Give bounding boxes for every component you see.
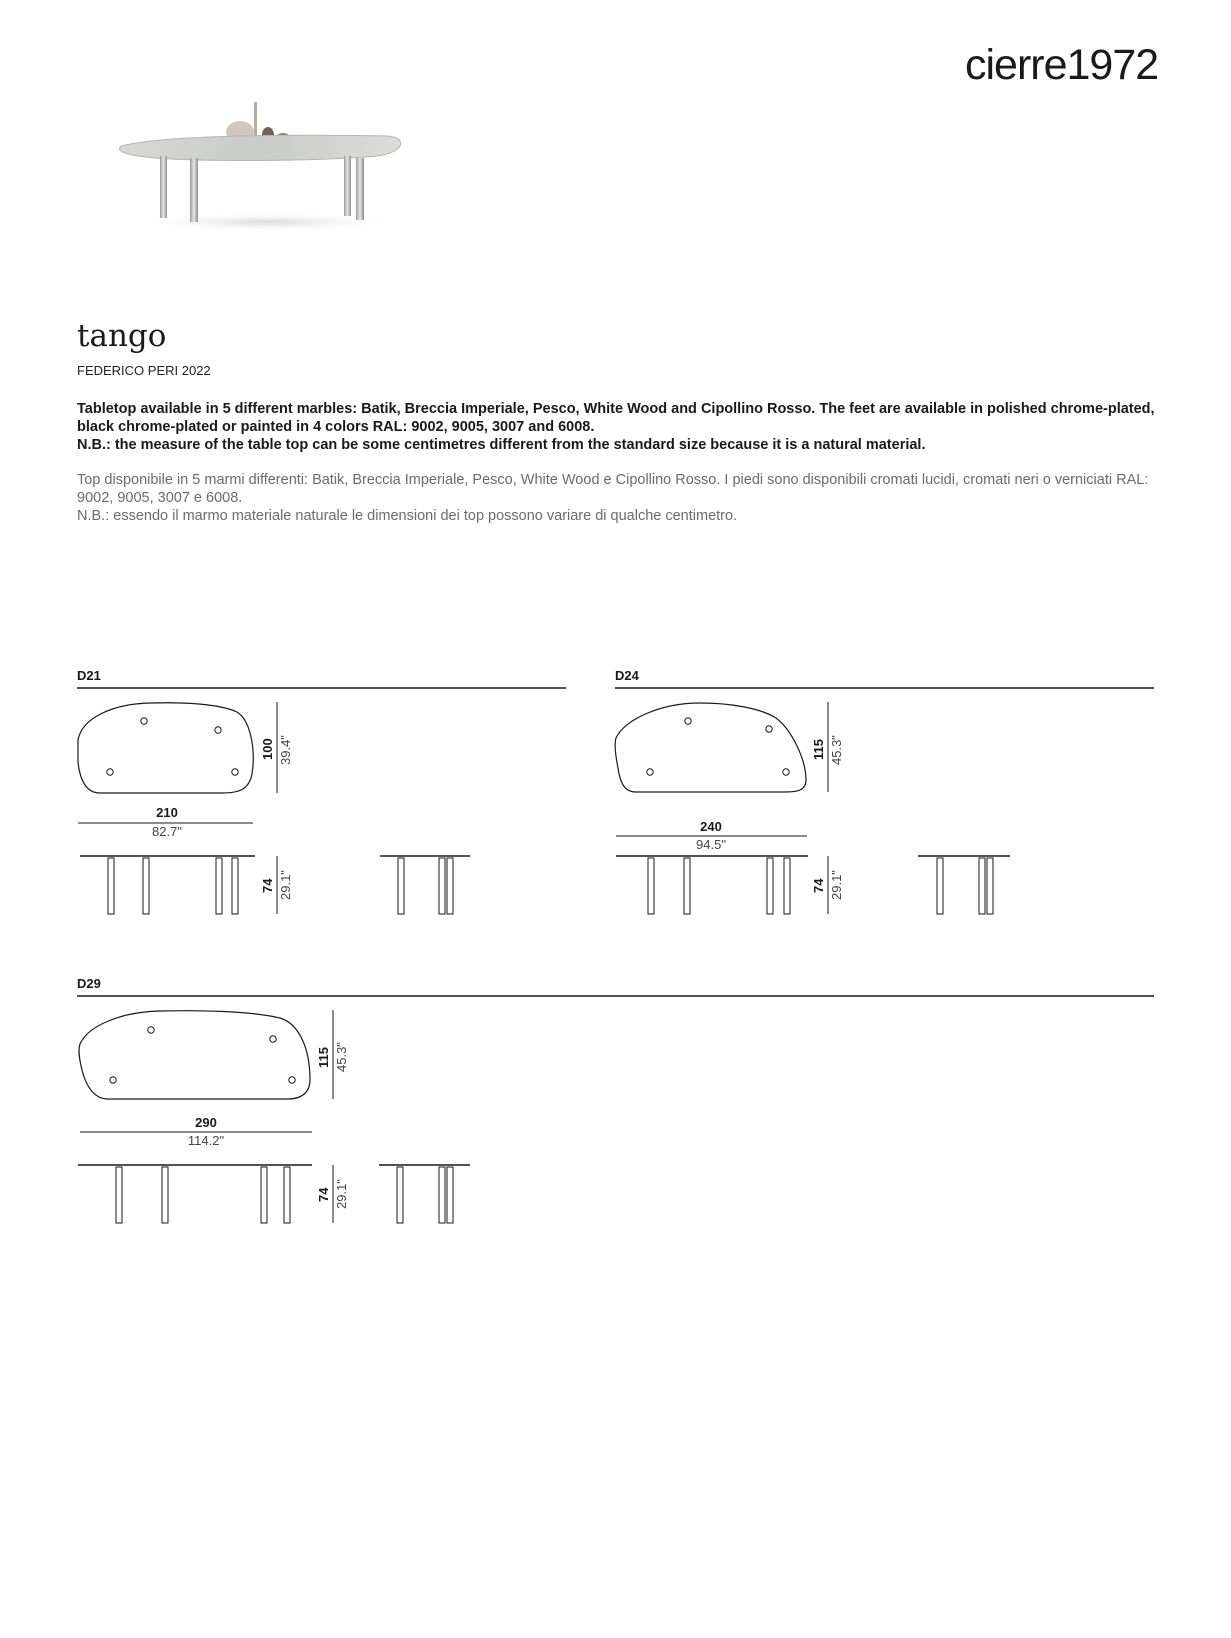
tabletop-outline: [615, 703, 806, 792]
model-d24: [615, 668, 1154, 914]
depth-cm: 115: [811, 739, 826, 760]
height-in: 29.1": [278, 870, 293, 900]
height-cm: 74: [260, 878, 275, 893]
description-it-materials: Top disponibile in 5 marmi differenti: Batik, Breccia Imperiale, Pesco, White Wood e Cipollino Rosso. I piedi sono disponibili cromati lucidi, cromati neri o verniciati RAL: 9002, 9005, 3007 e 6008.: [77, 472, 1149, 506]
width-in: 94.5": [696, 837, 726, 852]
description-en-note: N.B.: the measure of the table top can be some centimetres different from the standard size because it is a natural material.: [77, 437, 926, 453]
description-en-materials: Tabletop available in 5 different marbles: Batik, Breccia Imperiale, Pesco, White Wood and Cipollino Rosso. The feet are available in polished chrome-plated, black chrome-plated or painted in 4 colors RAL: 9002, 9005, 3007 and 6008.: [77, 401, 1155, 435]
height-cm: 74: [811, 878, 826, 893]
width-in: 114.2": [187, 1133, 225, 1148]
depth-cm: 100: [260, 738, 275, 760]
width-cm: 240: [700, 819, 722, 834]
width-cm: 290: [195, 1115, 217, 1130]
tabletop-outline: [78, 703, 253, 793]
description-it-note: N.B.: essendo il marmo materiale naturale le dimensioni dei top possono variare di qualche centimetro.: [77, 508, 738, 524]
model-code: D29: [77, 976, 101, 991]
designer-credit: FEDERICO PERI 2022: [77, 363, 211, 378]
depth-in: 39.4": [278, 735, 293, 765]
height-in: 29.1": [334, 1179, 349, 1209]
depth-in: 45.3": [829, 735, 844, 765]
model-code: D21: [77, 668, 101, 683]
width-in: 82.7": [152, 824, 182, 839]
model-code: D24: [615, 668, 639, 683]
product-title: tango: [77, 318, 167, 354]
brand-logo: cierre1972: [965, 41, 1159, 89]
width-cm: 210: [156, 805, 178, 820]
tabletop-outline: [79, 1011, 310, 1099]
model-d29: [77, 976, 1154, 1223]
model-d21: [77, 668, 566, 914]
depth-cm: 115: [316, 1047, 331, 1068]
depth-in: 45.3": [334, 1042, 349, 1072]
height-cm: 74: [316, 1187, 331, 1202]
height-in: 29.1": [829, 870, 844, 900]
